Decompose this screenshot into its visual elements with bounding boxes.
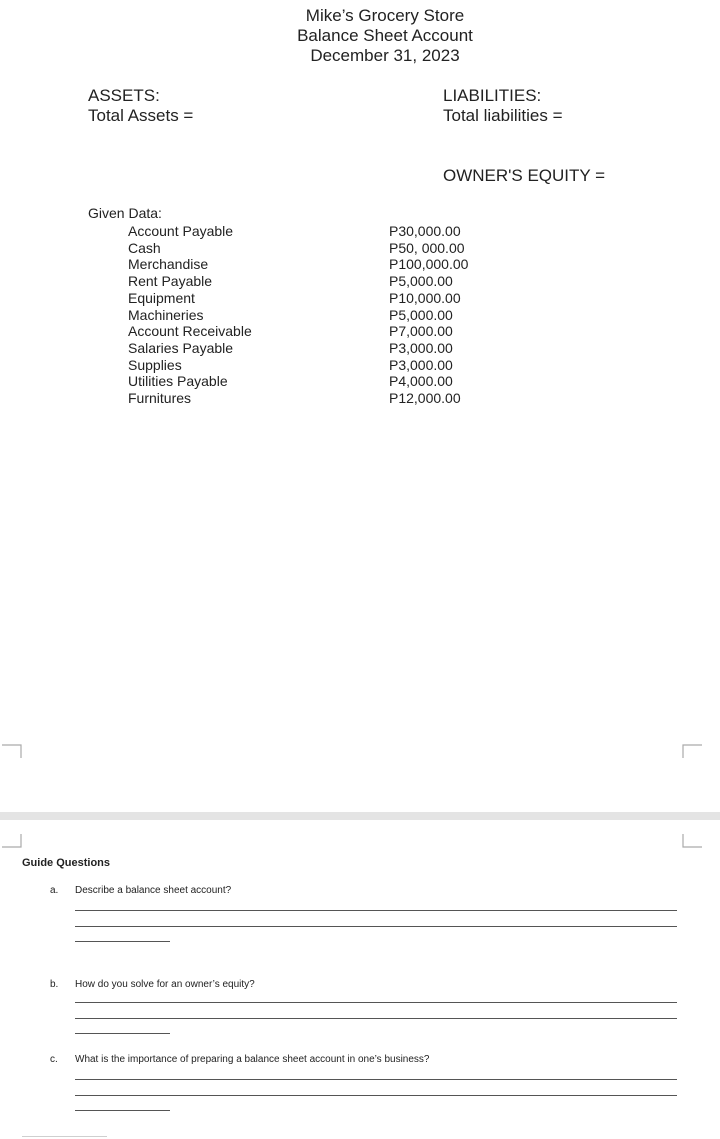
liabilities-heading: LIABILITIES: xyxy=(443,86,542,105)
document-date: December 31, 2023 xyxy=(310,46,460,65)
page-2 xyxy=(0,820,720,1139)
item-name: Equipment xyxy=(128,289,195,306)
item-name: Supplies xyxy=(128,356,182,373)
item-name: Utilities Payable xyxy=(128,373,228,390)
item-value: P50, 000.00 xyxy=(389,239,465,256)
document-header xyxy=(0,6,720,66)
item-value: P100,000.00 xyxy=(389,256,469,273)
question-text: Describe a balance sheet account? xyxy=(75,885,232,896)
guide-questions-title: Guide Questions xyxy=(22,857,111,869)
answer-line xyxy=(75,1033,170,1034)
item-name: Rent Payable xyxy=(128,273,213,290)
answer-line xyxy=(75,1079,677,1080)
page-break xyxy=(0,812,720,820)
item-value: P5,000.00 xyxy=(389,273,453,290)
item-name: Machineries xyxy=(128,306,204,323)
item-value: P30,000.00 xyxy=(389,223,461,239)
item-value: P7,000.00 xyxy=(389,323,453,340)
given-data-title: Given Data: xyxy=(88,205,162,221)
store-name: Mike’s Grocery Store xyxy=(305,6,465,25)
item-value: P3,000.00 xyxy=(389,356,453,373)
corner-mark-icon xyxy=(682,744,702,758)
item-value: P3,000.00 xyxy=(389,339,453,356)
answer-line xyxy=(75,1095,677,1096)
item-value: P4,000.00 xyxy=(389,373,453,390)
total-liabilities-label: Total liabilities = xyxy=(443,106,563,125)
question-letter: b. xyxy=(50,979,59,990)
question-letter: c. xyxy=(50,1054,58,1065)
item-name: Merchandise xyxy=(128,256,209,273)
answer-line xyxy=(75,1002,677,1003)
total-assets-label: Total Assets = xyxy=(88,106,194,125)
answer-line xyxy=(75,910,677,911)
corner-mark-icon xyxy=(2,744,22,758)
answer-line xyxy=(75,926,677,927)
answer-line xyxy=(75,1018,677,1019)
item-name: Furnitures xyxy=(128,390,192,406)
item-value: P12,000.00 xyxy=(389,390,461,406)
corner-mark-icon xyxy=(2,834,22,848)
question-text: What is the importance of preparing a balance sheet account in one’s business? xyxy=(75,1054,430,1065)
item-name: Account Payable xyxy=(128,223,234,239)
question-letter: a. xyxy=(50,885,59,896)
answer-line xyxy=(75,1110,170,1111)
item-name: Account Receivable xyxy=(128,323,252,340)
item-name: Salaries Payable xyxy=(128,339,234,356)
page-footer-rule xyxy=(22,1136,107,1137)
answer-line xyxy=(75,941,170,942)
corner-mark-icon xyxy=(682,834,702,848)
assets-heading: ASSETS: xyxy=(88,86,160,105)
item-value: P5,000.00 xyxy=(389,306,453,323)
document-title: Balance Sheet Account xyxy=(297,26,473,45)
owners-equity-label: OWNER'S EQUITY = xyxy=(443,166,606,185)
question-text: How do you solve for an owner’s equity? xyxy=(75,979,255,990)
item-value: P10,000.00 xyxy=(389,289,461,306)
item-name: Cash xyxy=(128,239,161,256)
